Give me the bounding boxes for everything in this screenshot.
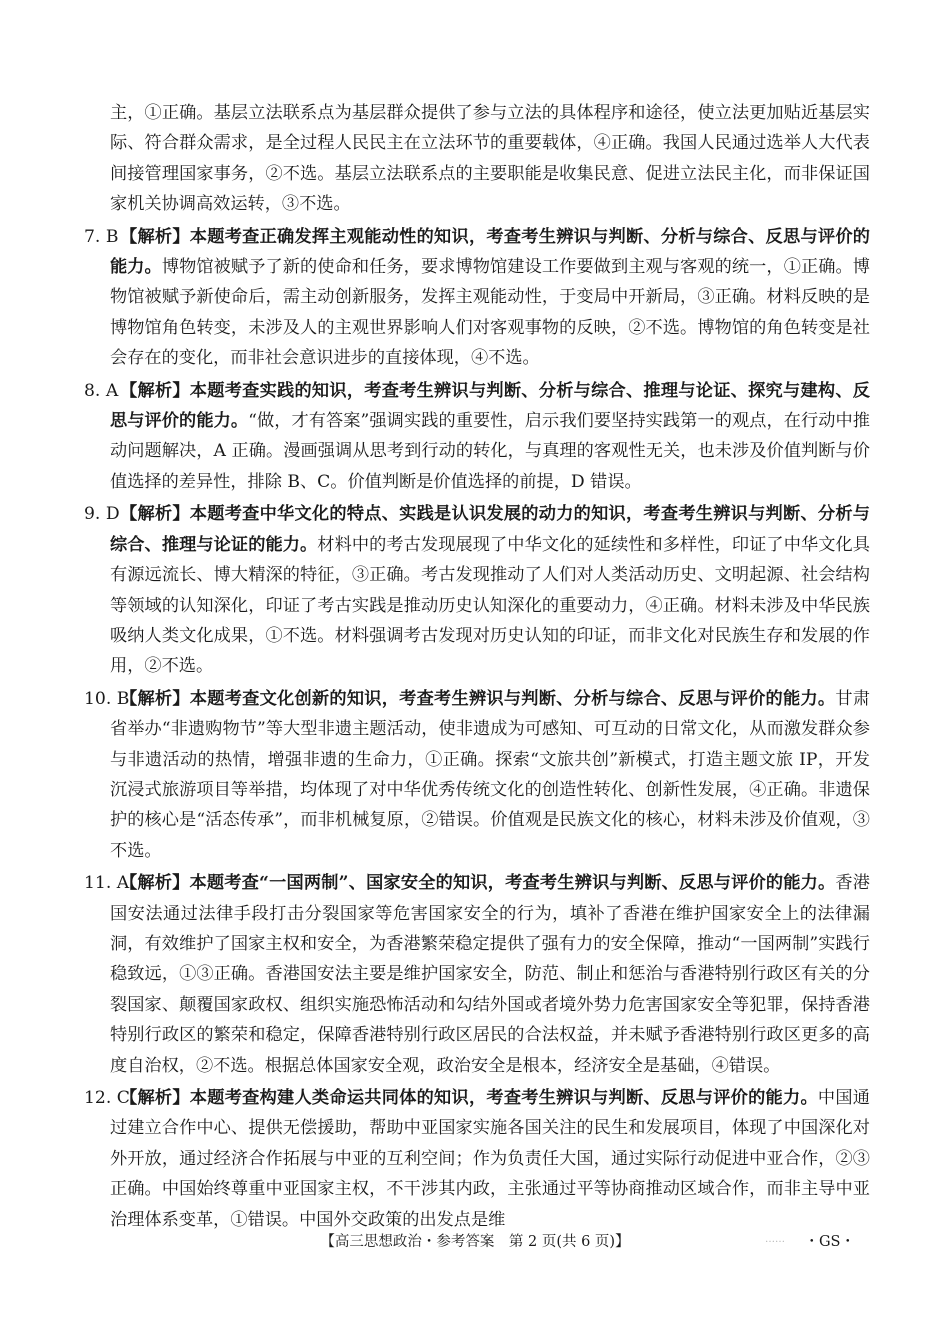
page-footer bbox=[0, 1227, 950, 1257]
answer-content bbox=[84, 98, 870, 1235]
footer-code: ・GS・ bbox=[804, 1234, 855, 1250]
analysis-tag: 【解析】 bbox=[120, 873, 190, 894]
continued-paragraph: 主，①正确。基层立法联系点为基层群众提供了参与立法的具体程序和途径，使立法更加贴近基层实际、符合群众需求，是全过程人民民主在立法环节的重要载体，④正确。我国人民通过选举人大代表间接管理国家事务，②不选。基层立法联系点的主要职能是收集民意、促进立法民主化，而非保证国家机关协调高效运转，③不选。 bbox=[110, 103, 870, 215]
answer-number: 7. B bbox=[84, 226, 119, 247]
analysis-lead: 本题考查文化创新的知识，考查考生辨识与判断、分析与综合、反思与评价的能力。 bbox=[189, 688, 836, 709]
footer-title: 【高三思想政治・参考答案 第 2 页(共 6 页)】 bbox=[320, 1234, 630, 1250]
answer-number: 8. A bbox=[84, 380, 119, 401]
analysis-body: 香港国安法通过法律手段打击分裂国家等危害国家安全的行为，填补了香港在维护国家安全上的法律漏洞，有效维护了国家主权和安全，为香港繁荣稳定提供了强有力的安全保障，推动“一国两制”实践行稳致远，①③正确。香港国安法主要是维护国家安全，防范、制止和惩治与香港特别行政区有关的分裂国家、颠覆国家政权、组织实施恐怖活动和勾结外国或者境外势力危害国家安全等犯罪，保持香港特别行政区的繁荣和稳定，保障香港特别行政区居民的合法权益，并未赋予香港特别行政区更多的高度自治权，②不选。根据总体国家安全观，政治安全是根本，经济安全是基础，④错误。 bbox=[110, 873, 870, 1076]
analysis-body: 博物馆被赋予了新的使命和任务，要求博物馆建设工作要做到主观与客观的统一，①正确。博物馆被赋予新使命后，需主动创新服务，发挥主观能动性，于变局中开新局，③正确。材料反映的是博物馆角色转变，未涉及人的主观世界影响人们对客观事物的反映，②不选。博物馆的角色转变是社会存在的变化，而非社会意识进步的直接体现，④不选。 bbox=[110, 257, 870, 369]
analysis-lead: 本题考查“一国两制”、国家安全的知识，考查考生辨识与判断、反思与评价的能力。 bbox=[189, 873, 836, 894]
analysis-body: 中国通过建立合作中心、提供无偿援助，帮助中亚国家实施各国关注的民生和发展项目，体现了中国深化对外开放，通过经济合作拓展与中亚的互利空间；作为负责任大国，通过实际行动促进中亚合作，②③正确。中国始终尊重中亚国家主权，不干涉其内政，主张通过平等协商推动区域合作，而非主导中亚治理体系变革，①错误。中国外交政策的出发点是维 bbox=[110, 1088, 870, 1230]
analysis-lead: 本题考查构建人类命运共同体的知识，考查考生辨识与判断、反思与评价的能力。 bbox=[189, 1088, 818, 1108]
analysis-tag: 【解析】 bbox=[120, 688, 190, 709]
analysis-tag: 【解析】 bbox=[120, 380, 190, 401]
analysis-body: 材料中的考古发现展现了中华文化的延续性和多样性，印证了中华文化具有源远流长、博大精深的特征，③正确。考古发现推动了人们对人类活动历史、文明起源、社会结构等领域的认知深化，印证了考古实践是推动历史认知深化的重要动力，④正确。材料未涉及中华民族吸纳人类文化成果，①不选。材料强调考古发现对历史认知的印证，而非文化对民族生存和发展的作用，②不选。 bbox=[110, 534, 870, 677]
answer-item-10 bbox=[84, 684, 870, 866]
analysis-lead: 本题考查实践的知识，考查考生辨识与判断、分析与综合、推理与论证、探究与建构、反思与评价的能力。 bbox=[110, 380, 870, 432]
analysis-tag: 【解析】 bbox=[120, 226, 190, 247]
analysis-lead: 本题考查中华文化的特点、实践是认识发展的动力的知识，考查考生辨识与判断、分析与综合、推理与论证的能力。 bbox=[110, 504, 870, 555]
analysis-lead: 本题考查正确发挥主观能动性的知识，考查考生辨识与判断、分析与综合、反思与评价的能力。 bbox=[110, 226, 870, 278]
analysis-body: “做，才有答案”强调实践的重要性，启示我们要坚持实践第一的观点，在行动中推动问题解决，A 正确。漫画强调从思考到行动的转化，与真理的客观性无关，也未涉及价值判断与价值选择的差异性，排除 B、C。价值判断是价值选择的前提，D 错误。 bbox=[110, 411, 870, 492]
analysis-body: 甘肃省举办“非遗购物节”等大型非遗主题活动，使非遗成为可感知、可互动的日常文化，从而激发群众参与非遗活动的热情，增强非遗的生命力，①正确。探索“文旅共创”新模式，打造主题文旅 IP，开发沉浸式旅游项目等举措，均体现了对中华优秀传统文化的创造性转化、创新性发展，④正确。非遗保护的核心是“活态传承”，而非机械复原，②错误。价值观是民族文化的核心，材料未涉及价值观，③不选。 bbox=[110, 688, 870, 861]
answer-number: 9. D bbox=[84, 504, 120, 525]
answer-number: 11. A bbox=[84, 873, 130, 894]
answer-number: 10. B bbox=[84, 688, 130, 709]
answer-item-8 bbox=[84, 376, 870, 498]
answer-number: 12. C bbox=[84, 1088, 130, 1108]
answer-item-11 bbox=[84, 868, 870, 1081]
footer-dots: …… bbox=[765, 1234, 785, 1245]
answer-item-7 bbox=[84, 222, 870, 374]
answer-item-12 bbox=[84, 1083, 870, 1235]
analysis-tag: 【解析】 bbox=[120, 504, 190, 525]
analysis-tag: 【解析】 bbox=[120, 1088, 190, 1108]
answer-item-9 bbox=[84, 499, 870, 681]
